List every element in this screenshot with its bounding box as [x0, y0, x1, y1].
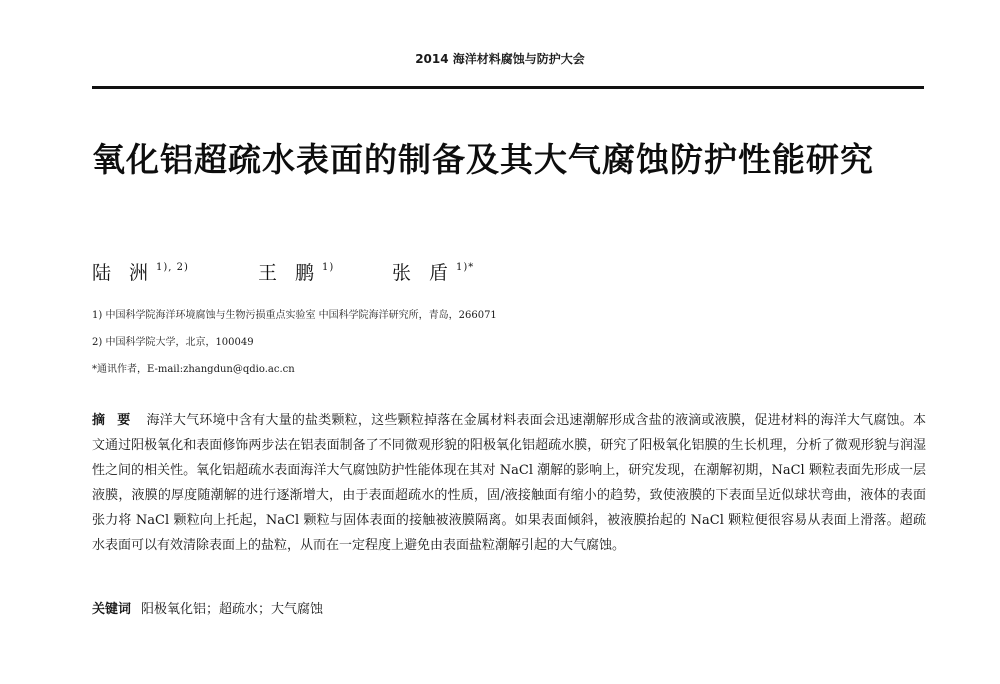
header-rule: [92, 86, 924, 89]
affiliation-2: 2) 中国科学院大学，北京，100049: [92, 337, 254, 348]
keywords-text: 阳极氧化铝；超疏水；大气腐蚀: [141, 602, 324, 617]
author-name: 王 鹏: [258, 262, 321, 284]
paper-title: 氧化铝超疏水表面的制备及其大气腐蚀防护性能研究: [92, 140, 874, 179]
abstract-text: 海洋大气环境中含有大量的盐类颗粒，这些颗粒掉落在金属材料表面会迅速潮解形成含盐的液滴或液膜，促进材料的海洋大气腐蚀。本文通过阳极氧化和表面修饰两步法在铝表面制备了不同微观形貌的阳极氧化铝超疏水膜，研究了阳极氧化铝膜的生长机理，分析了微观形貌与润湿性之间的相关性。氧化铝超疏水表面海洋大气腐蚀防护性能体现在其对 NaCl 潮解的影响上，研究发现，在潮解初期，NaCl 颗粒表面先形成一层液膜，液膜的厚度随潮解的进行逐渐增大，由于表面超疏水的性质，固/液接触面有缩小的趋势，致使液膜的下表面呈近似球状弯曲，液体的表面张力将 NaCl 颗粒向上托起，NaCl 颗粒与固体表面的接触被液膜隔离。如果表面倾斜，被液膜抬起的 NaCl 颗粒便很容易从表面上滑落。超疏水表面可以有效清除表面上的盐粒，从而在一定程度上避免由表面盐粒潮解引起的大气腐蚀。: [92, 413, 926, 553]
author-name: 陆 洲: [92, 262, 155, 284]
abstract: [92, 408, 926, 558]
author-list: [92, 258, 792, 288]
abstract-label: 摘要: [92, 413, 143, 428]
affiliation-1: 1) 中国科学院海洋环境腐蚀与生物污损重点实验室 中国科学院海洋研究所，青岛，266071: [92, 310, 497, 321]
conference-header: 2014 海洋材料腐蚀与防护大会: [415, 52, 585, 66]
corresponding-author: *通讯作者，E-mail:zhangdun@qdio.ac.cn: [92, 364, 295, 375]
author-2: [258, 258, 334, 285]
author-1: [92, 258, 189, 285]
keywords: [92, 598, 926, 617]
keywords-label: 关键词: [92, 602, 132, 617]
author-name: 张 盾: [392, 262, 455, 284]
author-affiliation-mark: 1): [322, 262, 335, 273]
author-affiliation-mark: 1)*: [456, 262, 475, 273]
author-affiliation-mark: 1), 2): [156, 262, 189, 273]
author-3: [392, 258, 474, 285]
